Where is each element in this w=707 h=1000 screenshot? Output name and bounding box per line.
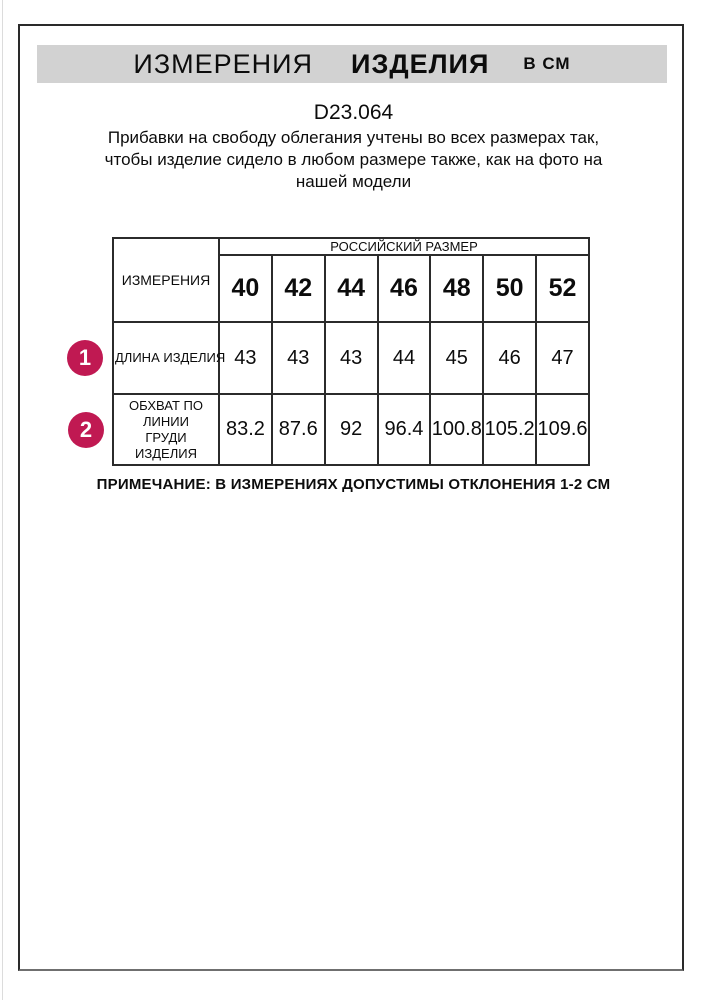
row-label-length: ДЛИНА ИЗДЕЛИЯ [113, 322, 219, 394]
fit-description-line-2: чтобы изделие сидело в любом размере также, как на фото на [104, 150, 603, 169]
size-system-header: РОССИЙСКИЙ РАЗМЕР [219, 238, 589, 255]
chest-value-cell: 83.2 [219, 394, 272, 465]
header-bar [37, 45, 667, 83]
length-value-cell: 43 [325, 322, 378, 394]
length-value-cell: 44 [378, 322, 431, 394]
size-header-46: 46 [378, 255, 431, 322]
chest-value-cell: 100.8 [430, 394, 483, 465]
header-title-garment: ИЗДЕЛИЯ [351, 48, 490, 79]
size-header-50: 50 [483, 255, 536, 322]
table-row-length [113, 322, 589, 394]
product-code: D23.064 [313, 101, 394, 124]
length-value-cell: 45 [430, 322, 483, 394]
length-value-cell: 47 [536, 322, 589, 394]
fit-description [0, 127, 707, 193]
table-row-chest [113, 394, 589, 465]
length-value-cell: 43 [219, 322, 272, 394]
size-header-48: 48 [430, 255, 483, 322]
header-title-measurements: ИЗМЕРЕНИЯ [133, 48, 314, 79]
size-header-40: 40 [219, 255, 272, 322]
tolerance-note: ПРИМЕЧАНИЕ: В ИЗМЕРЕНИЯХ ДОПУСТИМЫ ОТКЛОНЕНИЯ 1-2 СМ [96, 476, 611, 493]
chest-value-cell: 96.4 [378, 394, 431, 465]
fit-description-line-1: Прибавки на свободу облегания учтены во всех размерах так, [107, 128, 600, 147]
row-marker-1-badge: 1 [67, 340, 103, 376]
chest-value-cell: 92 [325, 394, 378, 465]
length-value-cell: 46 [483, 322, 536, 394]
length-value-cell: 43 [272, 322, 325, 394]
size-header-44: 44 [325, 255, 378, 322]
row-marker-2-badge: 2 [68, 412, 104, 448]
row-label-chest: ОБХВАТ ПО ЛИНИИ ГРУДИ ИЗДЕЛИЯ [113, 394, 219, 465]
measurements-column-header: ИЗМЕРЕНИЯ [113, 238, 219, 322]
size-header-42: 42 [272, 255, 325, 322]
chest-value-cell: 109.6 [536, 394, 589, 465]
header-unit-label: В СМ [523, 54, 571, 73]
fit-description-line-3: нашей модели [295, 172, 412, 191]
chest-value-cell: 87.6 [272, 394, 325, 465]
chest-value-cell: 105.2 [483, 394, 536, 465]
size-header-52: 52 [536, 255, 589, 322]
size-chart-table [112, 237, 590, 466]
